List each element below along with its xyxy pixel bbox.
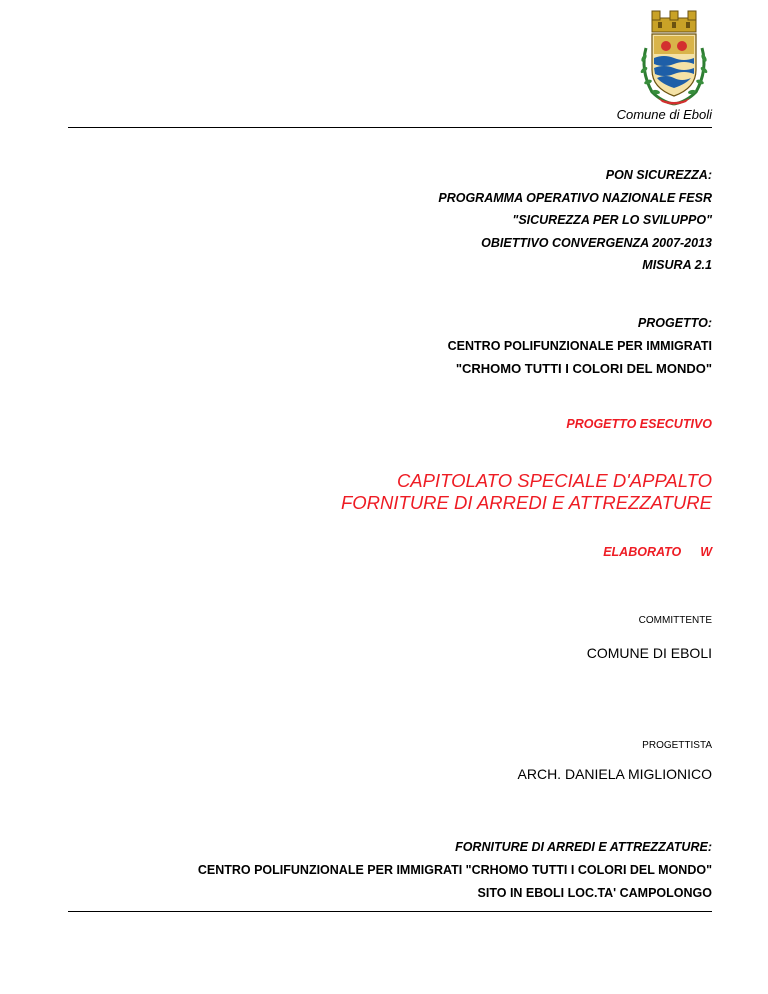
municipality-caption: Comune di Eboli bbox=[616, 107, 712, 122]
elaborato-code bbox=[603, 545, 712, 559]
footer-line2: CENTRO POLIFUNZIONALE PER IMMIGRATI "CRHOMO TUTTI I COLORI DEL MONDO" bbox=[197, 863, 712, 877]
program-block bbox=[438, 164, 712, 277]
footer-line3: SITO IN EBOLI LOC.TA' CAMPOLONGO bbox=[477, 886, 712, 900]
coat-of-arms-icon bbox=[636, 8, 712, 106]
project-label: PROGETTO: bbox=[637, 316, 712, 330]
document-title-line1: CAPITOLATO SPECIALE D'APPALTO bbox=[396, 470, 712, 491]
project-phase: PROGETTO ESECUTIVO bbox=[566, 417, 712, 431]
footer-divider bbox=[68, 911, 712, 912]
program-line: "SICUREZZA PER LO SVILUPPO" bbox=[512, 213, 712, 228]
elaborato-letter: W bbox=[700, 545, 712, 559]
designer-label: PROGETTISTA bbox=[642, 740, 712, 751]
document-title-line2: FORNITURE DI ARREDI E ATTREZZATURE bbox=[340, 492, 712, 513]
program-line: PON SICUREZZA: bbox=[605, 168, 712, 182]
program-line: OBIETTIVO CONVERGENZA 2007-2013 bbox=[481, 235, 712, 250]
project-name: CENTRO POLIFUNZIONALE PER IMMIGRATI bbox=[447, 339, 712, 353]
client-label: COMMITTENTE bbox=[638, 615, 712, 626]
program-line: MISURA 2.1 bbox=[642, 258, 712, 273]
project-title: "CRHOMO TUTTI I COLORI DEL MONDO" bbox=[455, 361, 712, 376]
designer-name: ARCH. DANIELA MIGLIONICO bbox=[517, 766, 712, 782]
footer-line1: FORNITURE DI ARREDI E ATTREZZATURE: bbox=[455, 840, 712, 854]
header-divider bbox=[68, 127, 712, 128]
elaborato-label: ELABORATO bbox=[603, 545, 682, 559]
client-name: COMUNE DI EBOLI bbox=[586, 645, 712, 661]
program-line: PROGRAMMA OPERATIVO NAZIONALE FESR bbox=[438, 190, 712, 205]
